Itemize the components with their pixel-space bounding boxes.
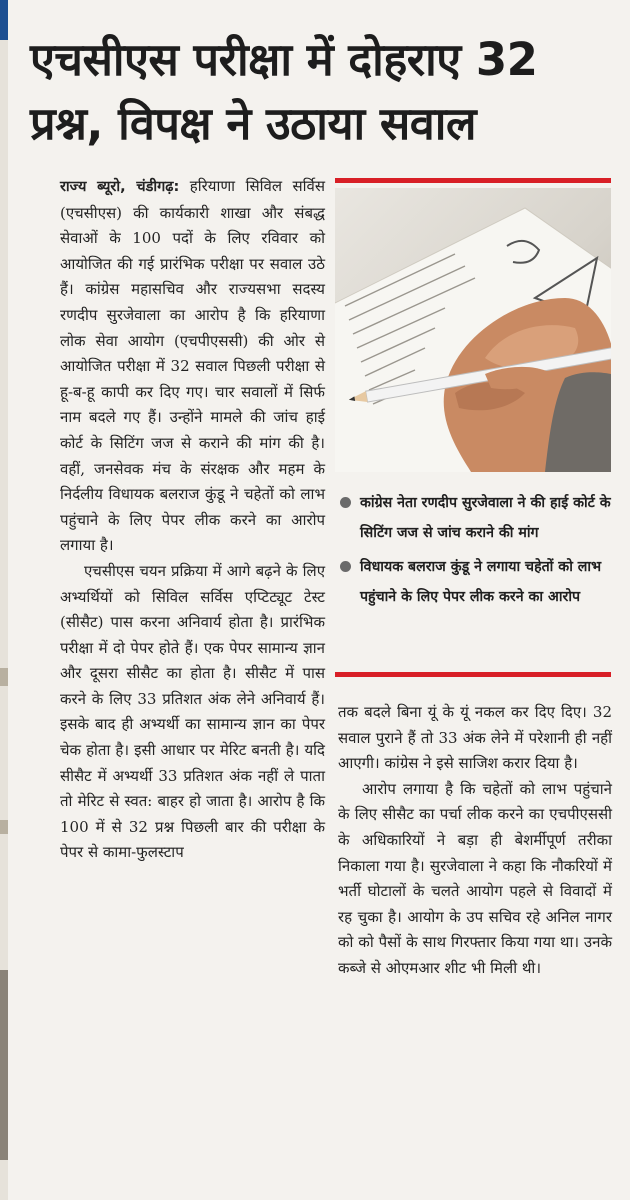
paragraph-2: एचसीएस चयन प्रक्रिया में आगे बढ़ने के लिए अभ्यर्थियों को सिविल सर्विस एप्टिट्यूट टेस्ट (सीसैट) पास करना अनिवार्य होता है। प्रारंभिक परीक्षा में दो पेपर होते हैं। एक पेपर सामान्य ज्ञान और दूसरा सीसैट का होता है। सीसैट में पास करने के लिए 33 प्रतिशत अंक लेने अनिवार्य हैं। इसके बाद ही अभ्यर्थी का सामान्य ज्ञान का पेपर चेक होता है। इसी आधार पर मेरिट बनती है। यदि सीसैट में अभ्यर्थी 33 प्रतिशत अंक नहीं ले पाता तो मेरिट से स्वत: बाहर हो जाता है। आरोप है कि 100 में से 32 प्रश्न पिछली बार की परीक्षा के पेपर से कामा-फुलस्टाप (60, 561, 325, 862)
highlights-list (340, 488, 612, 616)
byline: राज्य ब्यूरो, चंडीगढ़: (60, 179, 180, 195)
lead-text: हरियाणा सिविल सर्विस (एचसीएस) की कार्यकारी शाखा और संबद्ध सेवाओं के 100 पदों के लिए रविवार को आयोजित की गई प्रारंभिक परीक्षा पर सवाल उठे हैं। कांग्रेस महासचिव और राज्यसभा सदस्य रणदीप सुरजेवाला का आरोप है कि हरियाणा लोक सेवा आयोग (एचपीएससी) की ओर से आयोजित परीक्षा में 32 सवाल पिछली परीक्षा से हू-ब-हू कापी कर दिए गए। चार सवालों में सिर्फ नाम बदले गए हैं। उन्होंने मामले की जांच हाई कोर्ट के सिटिंग जज से कराने की मांग की है। वहीं, जनसेवक मंच के संरक्षक और महम के निर्दलीय विधायक बलराज कुंडू ने चहेतों को लाभ पहुंचाने के लिए पेपर लीक करने का आरोप लगाया है। (60, 177, 325, 555)
exam-photo-illustration (335, 188, 611, 472)
highlight-item (340, 552, 612, 612)
page-edge-photo (0, 970, 8, 1160)
headline: एचसीएस परीक्षा में दोहराए 32 प्रश्न, विपक्ष ने उठाया सवाल (30, 33, 538, 150)
bullet-icon (340, 497, 351, 508)
article-column-left (60, 174, 325, 866)
paragraph-2-continued: तक बदले बिना यूं के यूं नकल कर दिए दिए। 32 सवाल पुराने हैं तो 33 अंक लेने में परेशानी ही नहीं आएगी। कांग्रेस ने इसे साजिश करार दिया है। (338, 703, 612, 773)
highlight-text: विधायक बलराज कुंडू ने लगाया चहेतों को लाभ पहुंचाने के लिए पेपर लीक करने का आरोप (360, 559, 602, 605)
bullet-icon (340, 561, 351, 572)
page-edge-mark (0, 820, 8, 834)
red-rule-bottom (335, 672, 611, 677)
highlight-item (340, 488, 612, 548)
red-rule-top (335, 178, 611, 183)
exam-photo (335, 188, 611, 472)
highlight-text: कांग्रेस नेता रणदीप सुरजेवाला ने की हाई कोर्ट के सिटिंग जज से जांच कराने की मांग (360, 495, 611, 541)
article-column-right (338, 700, 612, 982)
paragraph-3: आरोप लगाया है कि चहेतों को लाभ पहुंचाने के लिए सीसैट का पर्चा लीक करने का एचपीएससी के अधिकारियों ने बड़ा ही बेशर्मीपूर्ण तरीका निकाला गया है। सुरजेवाला ने कहा कि नौकरियों में भर्ती घोटालों के चलते आयोग पहले से विवादों में रह चुका है। आयोग के उप सचिव रहे अनिल नागर को को पैसों के साथ गिरफ्तार किया गया था। उनके कब्जे से ओएमआर शीट भी मिली थी। (338, 779, 612, 977)
page-edge-mark (0, 668, 8, 686)
page-edge-blue-bar (0, 0, 8, 40)
lead-paragraph (60, 174, 325, 559)
